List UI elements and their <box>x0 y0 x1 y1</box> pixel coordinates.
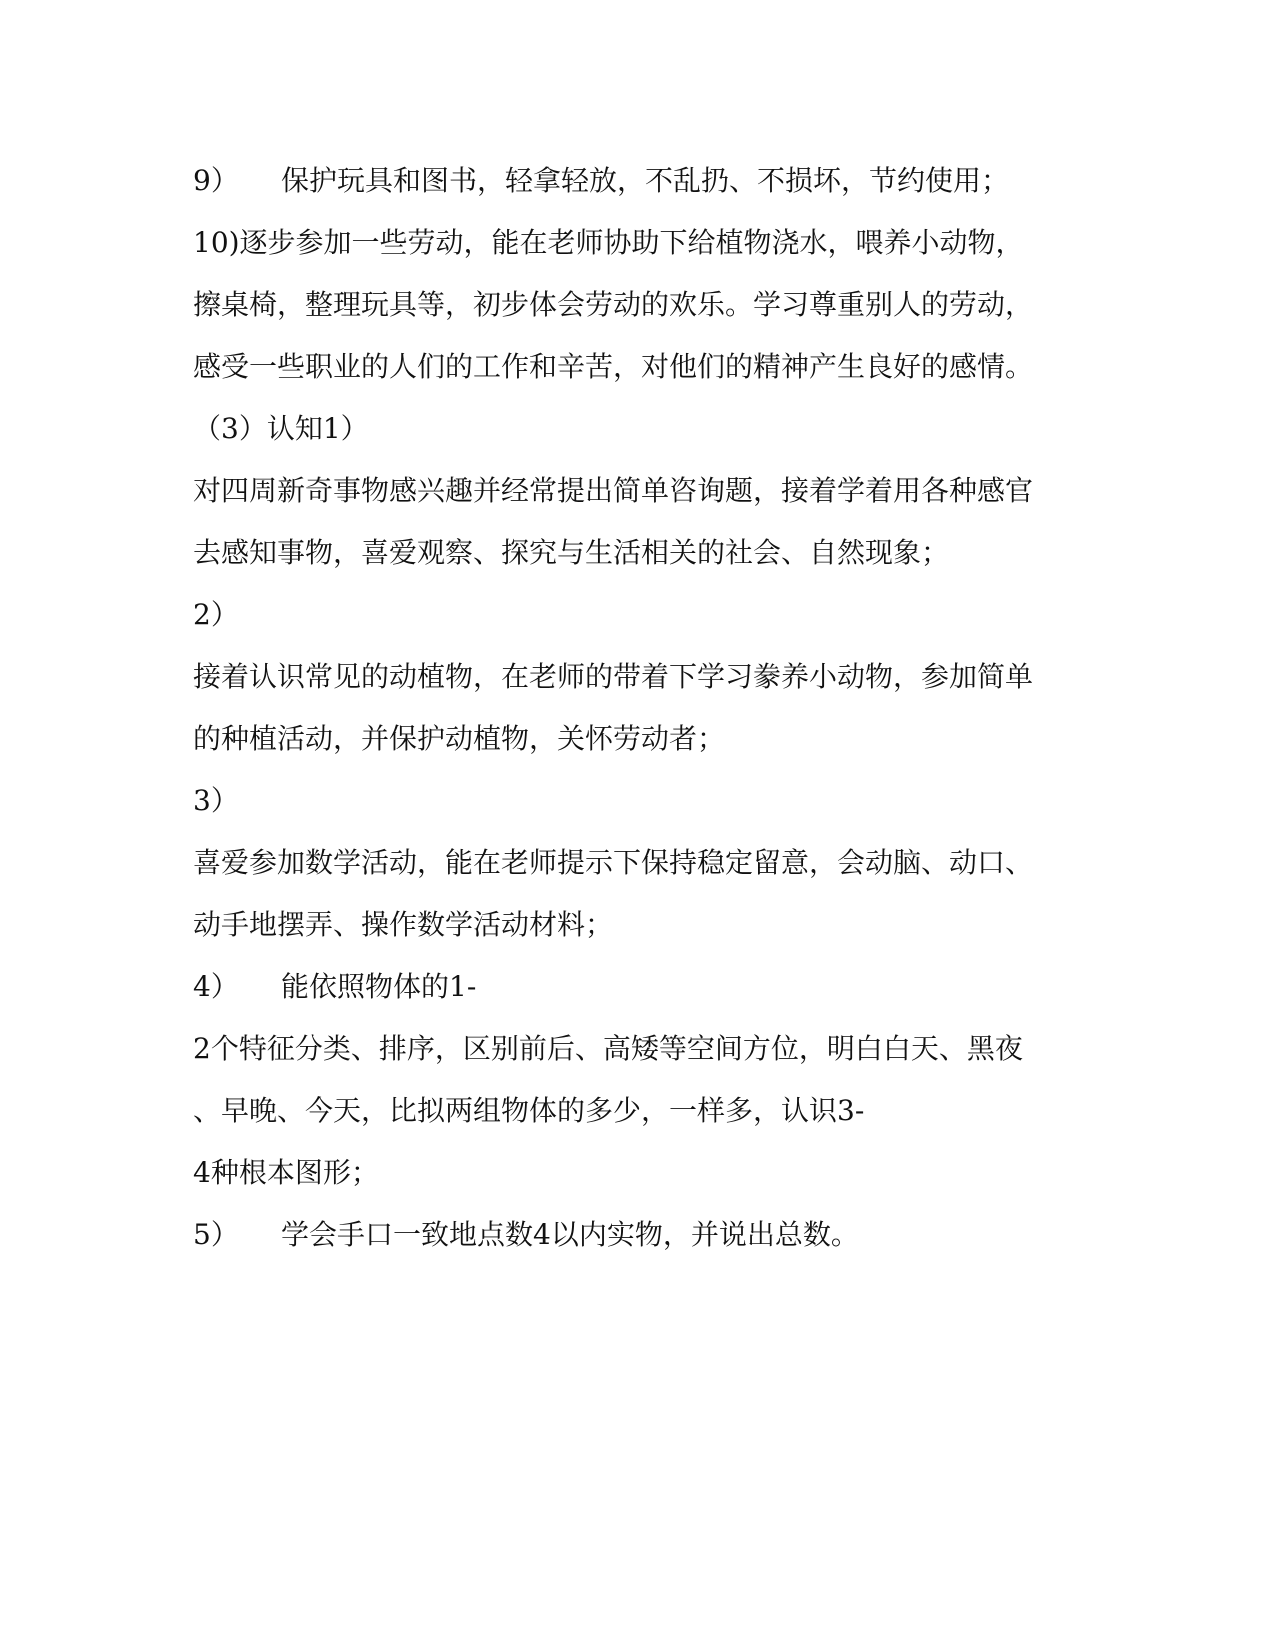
item-text: 的种植活动，并保护动植物，关怀劳动者； <box>193 722 726 755</box>
item-text: 保护玩具和图书，轻拿轻放，不乱扔、不损坏，节约使用； <box>281 164 1010 197</box>
item-text: 动手地摆弄、操作数学活动材料； <box>193 908 614 941</box>
item-text: 感受一些职业的人们的工作和辛苦，对他们的精神产生良好的感情。 <box>193 350 1034 383</box>
paragraph-line <box>193 1091 864 1131</box>
list-item-4 <box>193 967 476 1007</box>
list-item-10 <box>193 223 1024 263</box>
item-number: 9） <box>193 164 239 197</box>
item-number: 2） <box>193 598 239 631</box>
paragraph-line <box>193 533 949 573</box>
item-text: 学会手口一致地点数4以内实物，并说出总数。 <box>281 1218 859 1251</box>
paragraph-line <box>193 1029 1023 1069</box>
item-text: 4种根本图形； <box>193 1156 379 1189</box>
section-heading <box>193 409 369 449</box>
item-number: 4） <box>193 970 239 1003</box>
paragraph-line <box>193 657 1033 697</box>
item-text: 能依照物体的1- <box>281 970 477 1003</box>
item-text: 去感知事物，喜爱观察、探究与生活相关的社会、自然现象； <box>193 536 950 569</box>
item-text: 擦桌椅，整理玩具等，初步体会劳动的欢乐。学习尊重别人的劳动， <box>193 288 1034 321</box>
list-item-9 <box>193 161 1009 201</box>
heading-text: （3）认知1） <box>193 412 369 445</box>
paragraph-line <box>193 843 1033 883</box>
item-number: 5） <box>193 1218 239 1251</box>
paragraph-line <box>193 1153 379 1193</box>
paragraph-line <box>193 285 1033 325</box>
paragraph-line <box>193 471 1033 511</box>
item-text: 2个特征分类、排序，区别前后、高矮等空间方位，明白白天、黑夜 <box>193 1032 1023 1065</box>
paragraph-line <box>193 347 1033 387</box>
item-text: 对四周新奇事物感兴趣并经常提出简单咨询题，接着学着用各种感官 <box>193 474 1034 507</box>
paragraph-line <box>193 719 725 759</box>
item-number: 3） <box>193 784 239 817</box>
item-text: 喜爱参加数学活动，能在老师提示下保持稳定留意，会动脑、动口、 <box>193 846 1034 879</box>
list-item-5 <box>193 1215 859 1255</box>
paragraph-line <box>193 905 613 945</box>
item-text: 接着认识常见的动植物，在老师的带着下学习豢养小动物，参加简单 <box>193 660 1034 693</box>
item-text: 10)逐步参加一些劳动，能在老师协助下给植物浇水，喂养小动物， <box>193 226 1024 259</box>
list-number-2 <box>193 595 239 635</box>
item-text: 、早晚、今天，比拟两组物体的多少，一样多，认识3- <box>193 1094 865 1127</box>
list-number-3 <box>193 781 239 821</box>
